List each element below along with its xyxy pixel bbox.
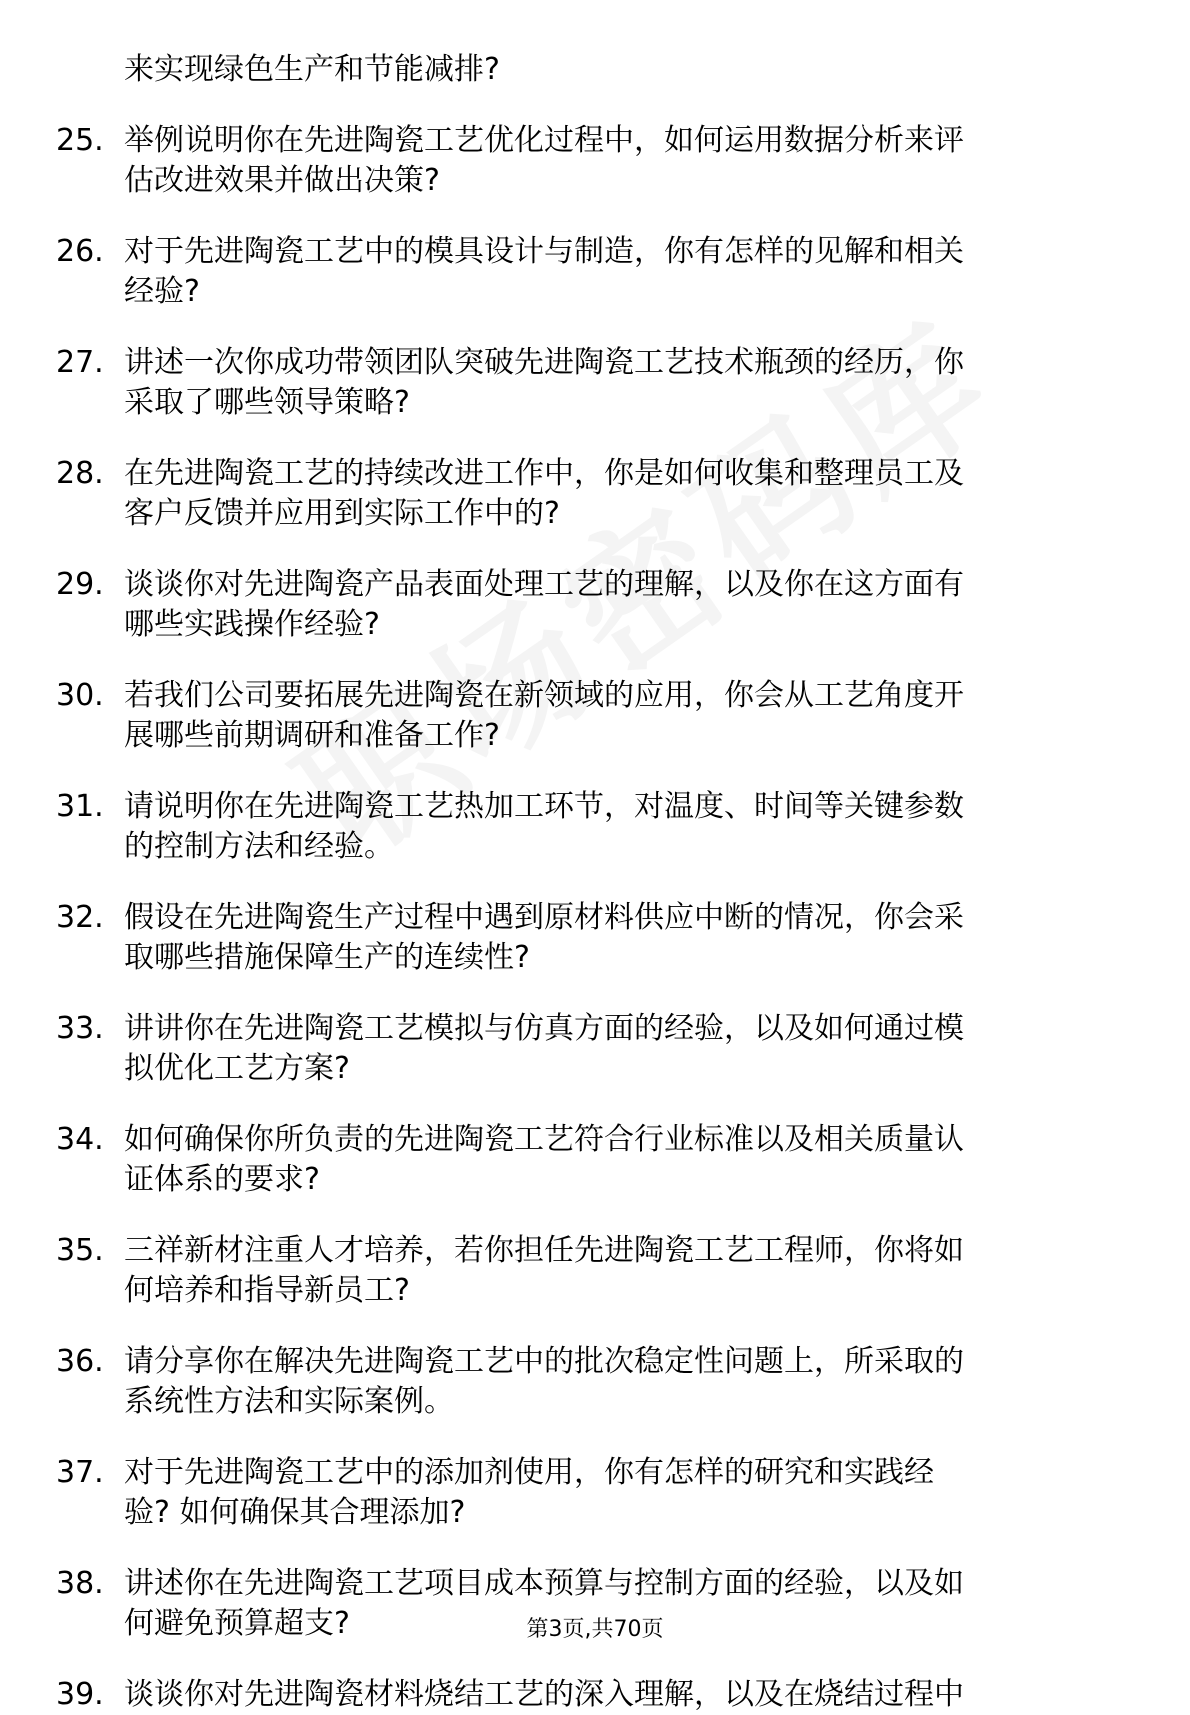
question-text: 举例说明你在先进陶瓷工艺优化过程中，如何运用数据分析来评 估改进效果并做出决策?: [124, 123, 964, 198]
question-text: 谈谈你对先进陶瓷材料烧结工艺的深入理解，以及在烧结过程中: [124, 1677, 964, 1712]
question-number: 32.: [56, 900, 104, 935]
page-footer: 第3页,共70页: [526, 1617, 664, 1642]
continuation-text: 来实现绿色生产和节能减排?: [124, 52, 500, 87]
question-item: [56, 1675, 1116, 1715]
question-text: 假设在先进陶瓷生产过程中遇到原材料供应中断的情况，你会采 取哪些措施保障生产的连续性?: [124, 900, 964, 975]
question-number: 38.: [56, 1566, 104, 1601]
question-item: [56, 121, 1116, 201]
question-text: 在先进陶瓷工艺的持续改进工作中，你是如何收集和整理员工及 客户反馈并应用到实际工作中的?: [124, 456, 964, 531]
question-item: [56, 1342, 1116, 1422]
question-item: [56, 565, 1116, 645]
question-text: 对于先进陶瓷工艺中的模具设计与制造，你有怎样的见解和相关 经验?: [124, 234, 964, 309]
question-item: [56, 1453, 1116, 1533]
question-number: 29.: [56, 567, 104, 602]
question-number: 28.: [56, 456, 104, 491]
question-number: 35.: [56, 1233, 104, 1268]
question-number: 39.: [56, 1677, 104, 1712]
question-number: 33.: [56, 1011, 104, 1046]
question-text: 三祥新材注重人才培养，若你担任先进陶瓷工艺工程师，你将如 何培养和指导新员工?: [124, 1233, 964, 1308]
question-number: 31.: [56, 789, 104, 824]
question-item: [56, 232, 1116, 312]
question-number: 30.: [56, 678, 104, 713]
question-number: 34.: [56, 1122, 104, 1157]
question-text: 讲述你在先进陶瓷工艺项目成本预算与控制方面的经验，以及如 何避免预算超支?: [124, 1566, 964, 1641]
question-text: 若我们公司要拓展先进陶瓷在新领域的应用，你会从工艺角度开 展哪些前期调研和准备工作?: [124, 678, 964, 753]
question-number: 36.: [56, 1344, 104, 1379]
question-text: 讲述一次你成功带领团队突破先进陶瓷工艺技术瓶颈的经历，你 采取了哪些领导策略?: [124, 345, 964, 420]
question-item: [56, 898, 1116, 978]
question-number: 25.: [56, 123, 104, 158]
question-item: [56, 676, 1116, 756]
question-item: [56, 1009, 1116, 1089]
question-number: 27.: [56, 345, 104, 380]
question-text: 对于先进陶瓷工艺中的添加剂使用，你有怎样的研究和实践经 验? 如何确保其合理添加?: [124, 1455, 934, 1530]
question-text: 讲讲你在先进陶瓷工艺模拟与仿真方面的经验，以及如何通过模 拟优化工艺方案?: [124, 1011, 964, 1086]
question-text: 请说明你在先进陶瓷工艺热加工环节，对温度、时间等关键参数 的控制方法和经验。: [124, 789, 964, 864]
question-number: 26.: [56, 234, 104, 269]
question-text: 请分享你在解决先进陶瓷工艺中的批次稳定性问题上，所采取的 系统性方法和实际案例。: [124, 1344, 964, 1419]
question-item: [56, 787, 1116, 867]
question-item: [56, 1231, 1116, 1311]
question-list: [56, 50, 1116, 1715]
question-text: 如何确保你所负责的先进陶瓷工艺符合行业标准以及相关质量认 证体系的要求?: [124, 1122, 964, 1197]
question-item: [56, 454, 1116, 534]
question-item: [56, 1120, 1116, 1200]
question-text: 谈谈你对先进陶瓷产品表面处理工艺的理解，以及你在这方面有 哪些实践操作经验?: [124, 567, 964, 642]
question-item: [56, 343, 1116, 423]
question-number: 37.: [56, 1455, 104, 1490]
